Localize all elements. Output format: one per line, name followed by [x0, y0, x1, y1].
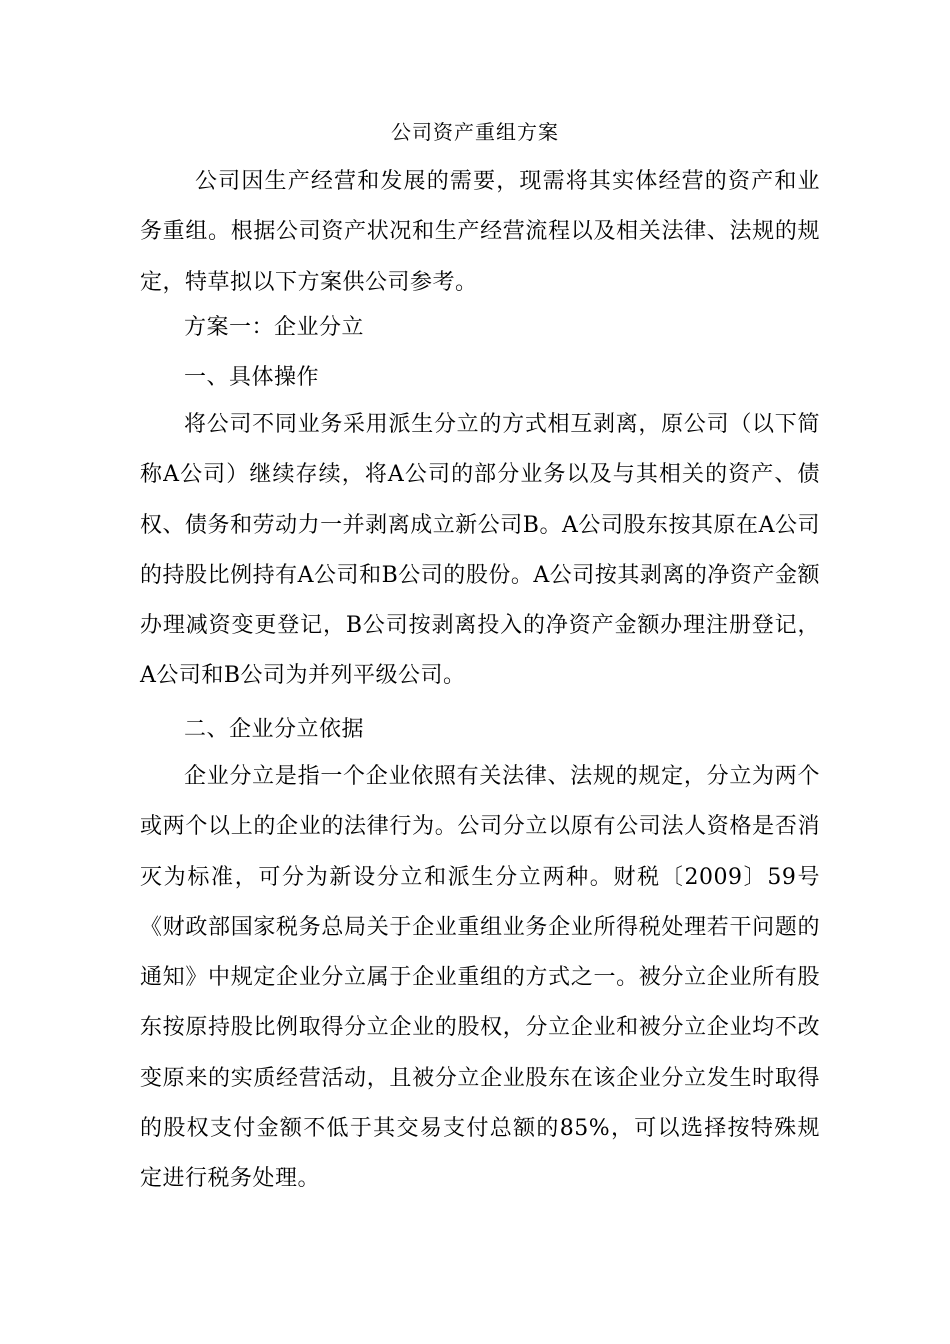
section-operation-paragraph: 将公司不同业务采用派生分立的方式相互剥离，原公司（以下简称A公司）继续存续，将A公司的部分业务以及与其相关的资产、债权、债务和劳动力一并剥离成立新公司B。A公司股东按其原在A公司的持股比例持有A公司和B公司的股份。A公司按其剥离的净资产金额办理减资变更登记，B公司按剥离投入的净资产金额办理注册登记，A公司和B公司为并列平级公司。 [140, 412, 820, 689]
section-basis-heading: 二、企业分立依据 [184, 717, 365, 742]
section-basis-paragraph: 企业分立是指一个企业依照有关法律、法规的规定，分立为两个或两个以上的企业的法律行为。公司分立以原有公司法人资格是否消灭为标准，可分为新设分立和派生分立两种。财税〔2009〕59号《财政部国家税务总局关于企业重组业务企业所得税处理若干问题的通知》中规定企业分立属于企业重组的方式之一。被分立企业所有股东按原持股比例取得分立企业的股权，分立企业和被分立企业均不改变原来的实质经营活动，且被分立企业股东在该企业分立发生时取得的股权支付金额不低于其交易支付总额的85%，可以选择按特殊规定进行税务处理。 [140, 764, 820, 1192]
document-title: 公司资产重组方案 [391, 120, 559, 144]
intro-paragraph: 公司因生产经营和发展的需要，现需将其实体经营的资产和业务重组。根据公司资产状况和生产经营流程以及相关法律、法规的规定，特草拟以下方案供公司参考。 [140, 169, 820, 295]
plan-one-heading: 方案一：企业分立 [184, 315, 365, 340]
section-operation-heading: 一、具体操作 [184, 365, 320, 390]
